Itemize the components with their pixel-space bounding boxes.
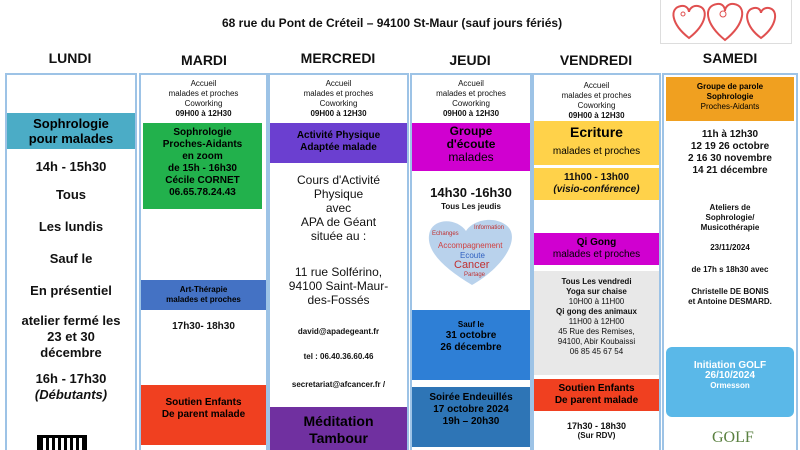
- mercredi-meditation: Méditation Tambour: [270, 407, 407, 450]
- hearts-logo: [660, 0, 792, 44]
- mardi-soutien: Soutien Enfants De parent malade: [141, 385, 266, 445]
- vendredi-accueil: Accueil malades et proches Coworking 09H00 à 12H30: [561, 81, 632, 120]
- vendredi-ecriture: Ecriture malades et proches: [534, 121, 659, 165]
- mercredi-cours: Cours d'Activité Physique avec APA de Géant située au :: [297, 173, 380, 243]
- vendredi-qigong: Qi Gong malades et proches: [534, 233, 659, 265]
- qr-code-icon: [37, 435, 87, 450]
- mardi-sophrologie: Sophrologie Proches-Aidants en zoom de 15h - 16h30 Cécile CORNET 06.65.78.24.43: [143, 123, 262, 209]
- word-accompagnement: Accompagnement: [438, 241, 503, 250]
- day-vendredi: VENDREDI: [559, 52, 633, 68]
- lundi-sophrologie-title: Sophrologie pour malades: [7, 113, 135, 149]
- jeudi-soiree: Soirée Endeuillés 17 octobre 2024 19h – 20h30: [412, 387, 530, 447]
- jeudi-tous: Tous Les jeudis: [441, 202, 501, 211]
- mercredi-email[interactable]: david@apadegeant.fr: [297, 327, 380, 336]
- jeudi-accueil: Accueil malades et proches Coworking 09H00 à 12H30: [436, 79, 506, 118]
- vendredi-details: Tous Les vendredi Yoga sur chaise 10H00 à 11H00 Qi gong des animaux 11H00 à 12H00 45 Rue des Remises, 94100, Abir Koubaissi 06 85 45 67 54: [534, 271, 659, 375]
- vendredi-soutien-hours: 17h30 - 18h30 (Sur RDV): [566, 421, 627, 440]
- mardi-accueil: Accueil malades et proches Coworking 09H00 à 12H30: [168, 79, 239, 118]
- word-partage: Partage: [464, 272, 486, 278]
- samedi-ateliers: Ateliers de Sophrologie/ Musicothérapie 23/11/2024 de 17h s 18h30 avec Christelle DE BONIS et Antoine DESMARD.: [664, 203, 796, 339]
- jeudi-hours: 14h30 -16h30: [430, 185, 512, 200]
- header-address: 68 rue du Pont de Créteil – 94100 St-Maur (sauf jours fériés): [222, 16, 563, 30]
- mardi-art-hours: 17h30- 18h30: [172, 321, 235, 332]
- day-jeudi: JEUDI: [449, 52, 491, 68]
- heart-wordcloud: [422, 217, 522, 287]
- mercredi-tel: tel : 06.40.36.60.46: [303, 352, 374, 361]
- column-lundi: [5, 73, 137, 450]
- mercredi-secretariat[interactable]: secretariat@afcancer.fr /: [291, 380, 386, 389]
- word-echanges: Echanges: [432, 231, 459, 237]
- column-vendredi: [532, 73, 661, 450]
- mercredi-address: 11 rue Solférino, 94100 Saint-Maur- des-Fossés: [288, 265, 389, 307]
- jeudi-groupe: Groupe d'écoute malades: [412, 123, 530, 171]
- day-mercredi: MERCREDI: [300, 50, 376, 66]
- mardi-art-therapie: Art-Thérapie malades et proches: [141, 280, 266, 310]
- lundi-schedule: 14h - 15h30 Tous Les lundis Sauf le En présentiel atelier fermé les 23 et 30 décembre 16h - 17h30 (Débutants): [21, 159, 121, 402]
- golf-logo: GOLF: [712, 429, 754, 446]
- vendredi-soutien: Soutien Enfants De parent malade: [534, 379, 659, 411]
- column-mercredi: [268, 73, 409, 450]
- samedi-groupe: Groupe de parole Sophrologie Proches-Aidants: [666, 77, 794, 121]
- day-lundi: LUNDI: [48, 50, 92, 66]
- samedi-dates: 11h à 12h30 12 19 26 octobre 2 16 30 novembre 14 21 décembre: [688, 129, 772, 176]
- mercredi-apa: Activité Physique Adaptée malade: [270, 123, 407, 163]
- samedi-golf: Initiation GOLF 26/10/2024 Ormesson: [666, 347, 794, 417]
- vendredi-ecriture-hours: 11h00 - 13h00 (visio-conférence): [534, 168, 659, 200]
- word-ecoute: Ecoute: [460, 251, 485, 260]
- mercredi-accueil: Accueil malades et proches Coworking 09H00 à 12H30: [303, 79, 374, 118]
- column-mardi: [139, 73, 268, 450]
- column-samedi: [662, 73, 798, 450]
- word-information: Information: [474, 225, 505, 231]
- day-samedi: SAMEDI: [702, 50, 758, 66]
- jeudi-sauf: Sauf le 31 octobre 26 décembre: [412, 310, 530, 380]
- day-mardi: MARDI: [181, 52, 227, 68]
- word-cancer: Cancer: [454, 259, 490, 271]
- column-jeudi: [410, 73, 532, 450]
